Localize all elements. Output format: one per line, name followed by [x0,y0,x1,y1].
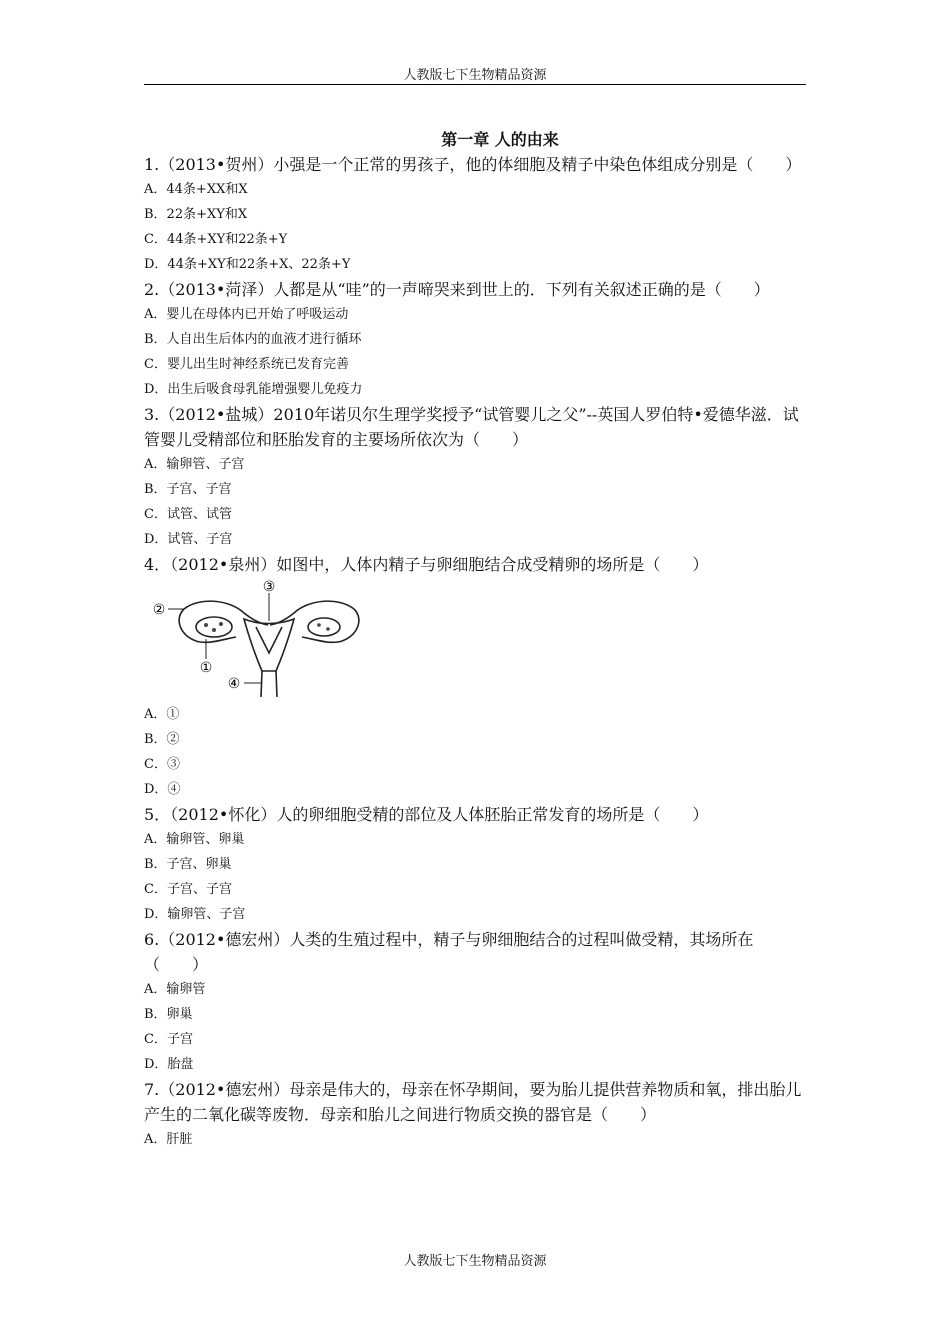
question-stem: 5．（2012•怀化）人的卵细胞受精的部位及人体胚胎正常发育的场所是（ ） [144,805,709,824]
question-1 [144,152,806,277]
option-b: B．子宫、卵巢 [144,857,232,872]
option-a: A．婴儿在母体内已开始了呼吸运动 [144,307,349,322]
left-tube [184,601,268,625]
option-b: B．子宫、子宫 [144,482,232,497]
option-a: A．输卵管、子宫 [144,457,245,472]
question-2 [144,277,806,402]
option-b: B．22条+XY和X [144,207,248,222]
figure-label-4: ④ [227,676,241,692]
right-ovary [308,618,340,636]
female-reproductive-system-figure [144,579,374,699]
question-stem: 4．（2012•泉州）如图中，人体内精子与卵细胞结合成受精卵的场所是（ ） [144,555,709,574]
chapter-title: 第一章 人的由来 [441,130,559,149]
uterus [244,619,294,671]
question-stem: 6.（2012•德宏州）人类的生殖过程中，精子与卵细胞结合的过程叫做受精，其场所在（ ） [144,930,754,974]
figure-label-2: ② [152,602,166,618]
document-body [144,128,806,1152]
option-c: C．试管、试管 [144,507,232,522]
vagina [261,671,277,697]
page-header: 人教版七下生物精品资源 [403,68,547,83]
option-a: A．输卵管、卵巢 [144,832,245,847]
option-a: A．输卵管 [144,982,206,997]
option-c: C．44条+XY和22条+Y [144,232,288,247]
option-c: C．婴儿出生时神经系统已发育完善 [144,357,349,372]
question-stem: 1.（2013•贺州）小强是一个正常的男孩子，他的体细胞及精子中染色体组成分别是（ ） [144,155,802,174]
option-b: B．② [144,732,180,747]
left-ovary [196,617,232,637]
option-c: C．子宫、子宫 [144,882,232,897]
figure-label-3: ③ [262,579,276,595]
question-stem: 7.（2012•德宏州）母亲是伟大的，母亲在怀孕期间，要为胎儿提供营养物质和氧，排出胎儿产生的二氧化碳等废物．母亲和胎儿之间进行物质交换的器官是（ ） [144,1080,802,1124]
right-tube-lower [302,609,359,642]
question-stem: 3.（2012•盐城）2010年诺贝尔生理学奖授予“试管婴儿之父”--英国人罗伯特•爱德华滋．试管婴儿受精部位和胚胎发育的主要场所依次为（ ） [144,405,799,449]
page-footer: 人教版七下生物精品资源 [403,1254,547,1269]
option-a: A．44条+XX和X [144,182,248,197]
option-c: C．子宫 [144,1032,193,1047]
option-d: D．④ [144,782,181,797]
option-b: B．卵巢 [144,1007,193,1022]
option-b: B．人自出生后体内的血液才进行循环 [144,332,362,347]
option-a: A．肝脏 [144,1132,193,1147]
question-6 [144,927,806,1077]
option-d: D．胎盘 [144,1057,194,1072]
option-d: D．输卵管、子宫 [144,907,246,922]
question-3 [144,402,806,552]
uterus-diagram [144,577,806,702]
uterus-cavity [256,627,282,653]
question-7 [144,1077,806,1152]
option-d: D．44条+XY和22条+X、22条+Y [144,257,351,272]
question-5 [144,802,806,927]
figure-label-1: ① [199,660,213,676]
option-c: C．③ [144,757,180,772]
header-divider [144,84,806,85]
question-stem: 2.（2013•菏泽）人都是从“哇”的一声啼哭来到世上的．下列有关叙述正确的是（ ） [144,280,770,299]
option-a: A．① [144,707,180,722]
option-d: D．试管、子宫 [144,532,233,547]
question-4 [144,552,806,802]
option-d: D．出生后吸食母乳能增强婴儿免疫力 [144,382,363,397]
